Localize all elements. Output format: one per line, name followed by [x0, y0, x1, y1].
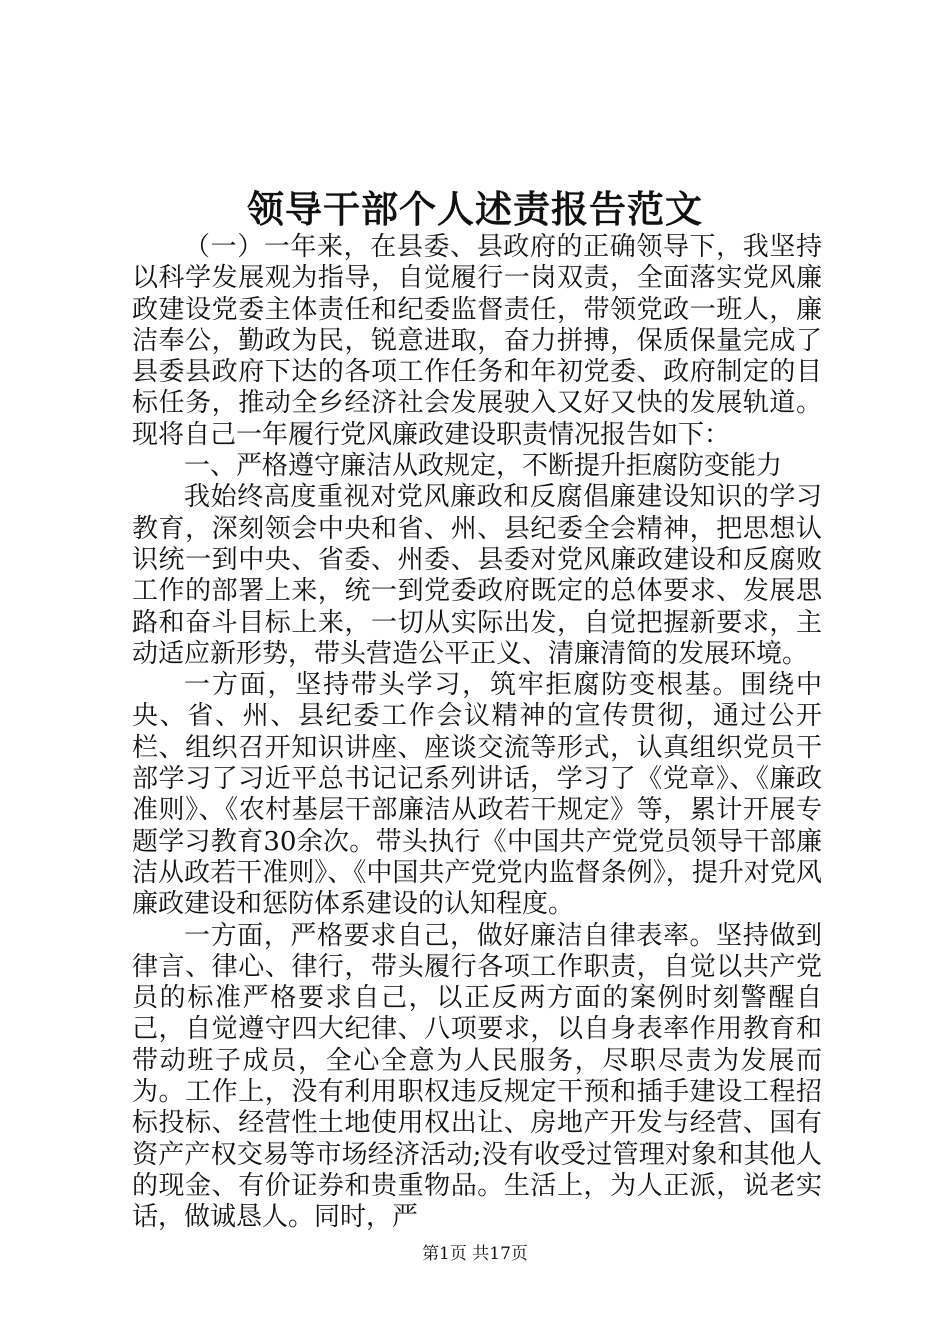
section-heading-1: 一、严格遵守廉洁从政规定，不断提升拒腐防变能力 — [184, 451, 783, 482]
paragraph-learning: 一方面，坚持带头学习，筑牢拒腐防变根基。围绕中央、省、州、县纪委工作会议精神的宣传贯彻，通过公开栏、组织召开知识讲座、座谈交流等形式，认真组织党员干部学习了习近平总书记记系列讲话，学习了《党章》、《廉政准则》、《农村基层干部廉洁从政若干规定》等，累计开展专题学习教育30余次。带头执行《中国共产党党员领导干部廉洁从政若干准则》、《中国共产党党内监督条例》，提升对党风廉政建设和惩防体系建设的认知程度。 — [132, 670, 822, 920]
paragraph-intro: （一）一年来，在县委、县政府的正确领导下，我坚持以科学发展观为指导，自觉履行一岗双责，全面落实党风廉政建设党委主体责任和纪委监督责任，带领党政一班人，廉洁奉公，勤政为民，锐意进取，奋力拼搏，保质保量完成了县委县政府下达的各项工作任务和年初党委、政府制定的目标任务，推动全乡经济社会发展驶入又好又快的发展轨道。现将自己一年履行党风廉政建设职责情况报告如下： — [132, 232, 822, 450]
document-body — [132, 232, 822, 1234]
document-title: 领导干部个人述责报告范文 — [247, 187, 703, 231]
page-number-footer: 第1页 共17页 — [422, 1244, 528, 1264]
paragraph-study: 我始终高度重视对党风廉政和反腐倡廉建设知识的学习教育，深刻领会中央和省、州、县纪委全会精神，把思想认识统一到中央、省委、州委、县委对党风廉政建设和反腐败工作的部署上来，统一到党委政府既定的总体要求、发展思路和奋斗目标上来，一切从实际出发，自觉把握新要求，主动适应新形势，带头营造公平正义、清廉清简的发展环境。 — [132, 482, 822, 669]
paragraph-self-discipline: 一方面，严格要求自己，做好廉洁自律表率。坚持做到律言、律心、律行，带头履行各项工作职责，自觉以共产党员的标准严格要求自己，以正反两方面的案例时刻警醒自己，自觉遵守四大纪律、八项要求，以自身表率作用教育和带动班子成员，全心全意为人民服务，尽职尽责为发展而为。工作上，没有利用职权违反规定干预和插手建设工程招标投标、经营性土地使用权出让、房地产开发与经营、国有资产产权交易等市场经济活动;没有收受过管理对象和其他人的现金、有价证券和贵重物品。生活上，为人正派，说老实话，做诚恳人。同时，严 — [132, 920, 822, 1233]
